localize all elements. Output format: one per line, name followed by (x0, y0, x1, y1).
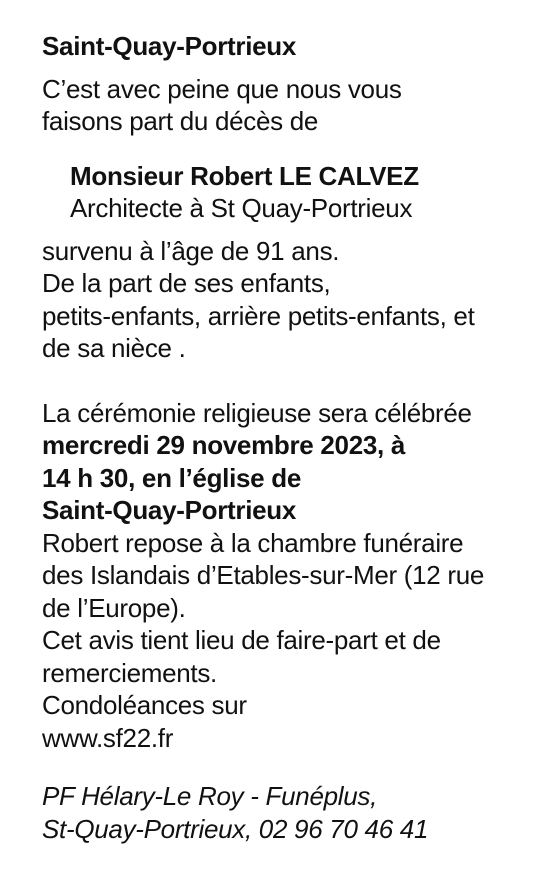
location-heading: Saint-Quay-Portrieux (42, 31, 297, 61)
deceased-block (70, 160, 532, 225)
intro-text: C’est avec peine que nous vous faisons part du décès de (42, 73, 402, 136)
spacer (42, 365, 532, 397)
deceased-name: Monsieur Robert LE CALVEZ (70, 160, 419, 191)
obituary-notice (42, 30, 532, 845)
deceased-title: Architecte à St Quay-Portrieux (70, 193, 413, 223)
funeral-home: PF Hélary-Le Roy - Funéplus, St-Quay-Portrieux, 02 96 70 46 41 (42, 781, 429, 844)
family-text: survenu à l’âge de 91 ans. De la part de ses enfants, petits-enfants, arrière petits-enfants, et de sa nièce . (42, 235, 475, 363)
ceremony-intro: La cérémonie religieuse sera célébrée (42, 397, 472, 428)
rest-text: Robert repose à la chambre funéraire des Islandais d’Etables-sur-Mer (12 rue de l’Europe). Cet avis tient lieu de faire-part et de remerciements. Condoléances sur www.sf22.fr (42, 527, 485, 753)
ceremony-details: mercredi 29 novembre 2023, à 14 h 30, en l’église de Saint-Quay-Portrieux (42, 430, 406, 525)
